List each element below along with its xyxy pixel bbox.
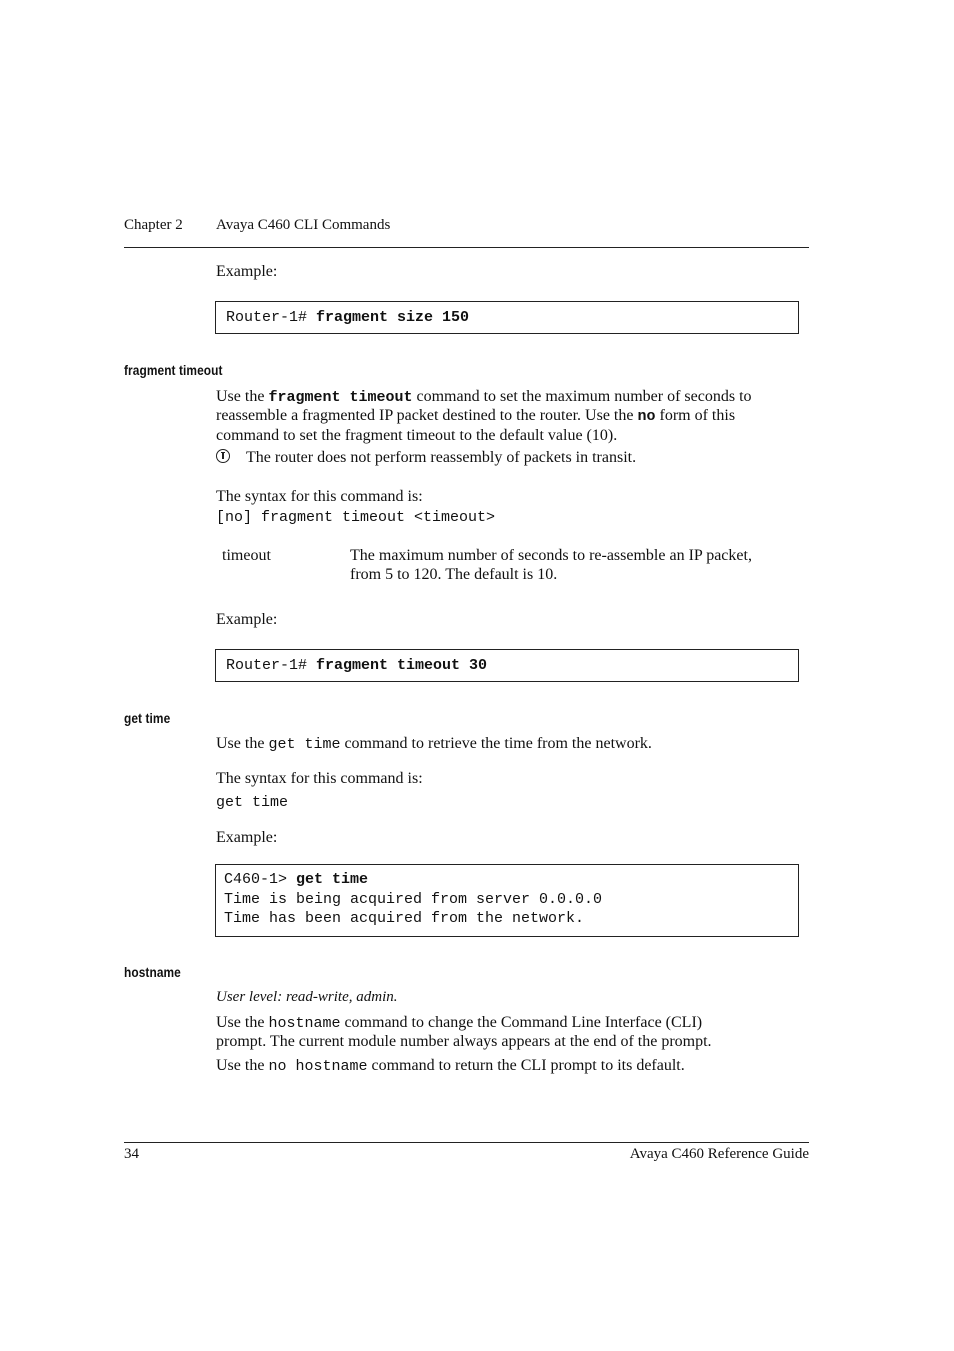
section-heading-get-time: get time [124, 710, 171, 726]
cli-prompt: C460-1> [224, 871, 297, 888]
syntax-intro: The syntax for this command is: [216, 770, 423, 787]
guide-title: Avaya C460 Reference Guide [629, 1146, 809, 1162]
note-text: The router does not perform reassembly of packets in transit. [246, 449, 637, 466]
example-label: Example: [216, 263, 278, 280]
page-number: 34 [124, 1146, 139, 1162]
header-rule [124, 247, 809, 248]
paragraph-line: Use the fragment timeout command to set the maximum number of seconds to [216, 388, 752, 406]
inline-command: hostname [268, 1015, 341, 1032]
paragraph-line: prompt. The current module number always appears at the end of the prompt. [216, 1033, 712, 1050]
inline-command: fragment timeout [268, 389, 413, 406]
cli-prompt: Router-1# [226, 309, 317, 326]
paragraph-line: Use the no hostname command to return the CLI prompt to its default. [216, 1057, 685, 1075]
inline-command: get time [268, 736, 341, 753]
cli-output-line: Time has been acquired from the network. [224, 910, 585, 927]
paragraph-line: Use the hostname command to change the Command Line Interface (CLI) [216, 1014, 703, 1032]
paragraph-line: Use the get time command to retrieve the time from the network. [216, 735, 652, 753]
example-label: Example: [216, 611, 278, 628]
footer-rule [124, 1142, 809, 1143]
chapter-label: Chapter 2 [124, 217, 183, 233]
cli-output-line: Time is being acquired from server 0.0.0.0 [224, 891, 603, 908]
inline-command: no [637, 408, 656, 425]
cli-prompt: Router-1# [226, 657, 317, 674]
code-box-fragment-timeout [215, 649, 799, 682]
cli-command: get time [296, 871, 369, 888]
inline-command: no hostname [268, 1058, 368, 1075]
code-box-fragment-size [215, 301, 799, 334]
param-description: from 5 to 120. The default is 10. [350, 566, 558, 583]
info-icon [216, 449, 230, 463]
cli-command: fragment timeout 30 [316, 657, 488, 674]
paragraph-line: reassemble a fragmented IP packet destined to the router. Use the no form of this [216, 407, 736, 425]
syntax-line: [no] fragment timeout <timeout> [216, 509, 496, 526]
chapter-title: Avaya C460 CLI Commands [216, 217, 391, 233]
cli-command: fragment size 150 [316, 309, 470, 326]
param-name: timeout [222, 547, 271, 564]
example-label: Example: [216, 829, 278, 846]
paragraph-line: command to set the fragment timeout to the default value (10). [216, 427, 618, 444]
section-heading-hostname: hostname [124, 964, 181, 980]
syntax-intro: The syntax for this command is: [216, 488, 423, 505]
param-description: The maximum number of seconds to re-assemble an IP packet, [350, 547, 752, 564]
syntax-line: get time [216, 794, 289, 811]
code-box-get-time [215, 864, 799, 937]
note [216, 448, 636, 467]
user-level: User level: read-write, admin. [216, 989, 398, 1005]
section-heading-fragment-timeout: fragment timeout [124, 362, 223, 378]
